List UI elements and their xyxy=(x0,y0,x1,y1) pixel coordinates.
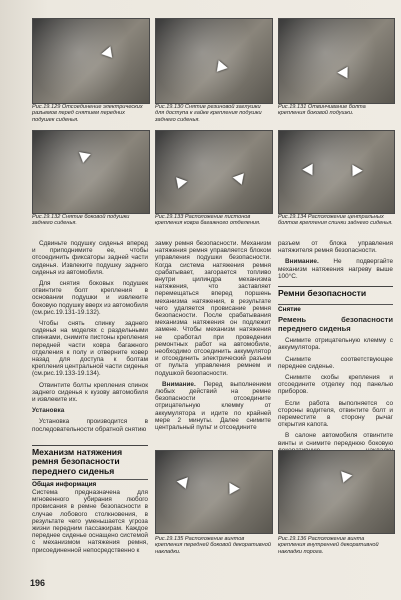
warning xyxy=(278,258,393,280)
photo-fig-132 xyxy=(32,130,150,214)
photo-fig-130 xyxy=(155,18,273,104)
caption-fig-132: Рис.19.132 Снятие боковой подушки заднего сиденья. xyxy=(32,214,130,227)
section-title-seat-belts: Ремни безопасности xyxy=(278,286,393,298)
paragraph: Снимите соответствующее переднее сиденье. xyxy=(278,355,393,370)
paragraph: Установка производится в последовательности обратной снятию xyxy=(32,418,148,433)
pointer-arrow-icon xyxy=(338,471,353,485)
pointer-arrow-icon xyxy=(212,60,228,75)
warning-label: Внимание. xyxy=(162,380,196,388)
photo-fig-135 xyxy=(155,450,273,534)
caption-fig-135: Рис.19.135 Расположение винтов крепления передней боковой декоративной накладки. xyxy=(155,536,271,555)
pointer-arrow-icon xyxy=(77,152,91,164)
page-number: 196 xyxy=(30,578,46,588)
text-column-1 xyxy=(32,240,148,437)
warning xyxy=(155,381,271,431)
paragraph: Снимите скобы крепления и отсоедините отделку под панелью приборов. xyxy=(278,374,393,396)
general-info-text xyxy=(32,489,148,558)
caption-fig-133: Рис.19.133 Расположение пистонов крепления ковра багажного отделения. xyxy=(155,214,261,227)
pointer-arrow-icon xyxy=(302,164,317,179)
pointer-arrow-icon xyxy=(337,67,352,82)
pointer-arrow-icon xyxy=(177,477,192,491)
pointer-arrow-icon xyxy=(224,483,239,498)
caption-fig-130: Рис.19.130 Снятие резиновой заглушки для доступа к гайке крепления подушки заднего сиденья. xyxy=(155,104,262,123)
warning-text: Не подвергайте механизм натяжения нагреву выше 100°С. xyxy=(278,258,393,280)
caption-fig-134: Рис.19.134 Расположение центральных болтов крепления спинки заднего сиденья. xyxy=(278,214,393,227)
warning-label: Внимание. xyxy=(285,258,319,266)
caption-fig-129: Рис.19.129 Отсоединение электрических разъемов перед снятием передних подушек сиденья. xyxy=(32,104,143,123)
paragraph: Если работа выполняется со стороны водителя, отвинтите болт и переместите в сторону рычаг открытия капота. xyxy=(278,399,393,429)
photo-fig-134 xyxy=(278,130,395,214)
paragraph: Система предназначена для мгновенного убирания любого провисания в ремне безопасности в случае лобового столкновения, в результате чего уменьшается угроза жизни передним пассажирам. Каждое переднее сиденье оснащено системой с механизмом натяжения ремня, присоединенной непосредственно к xyxy=(32,489,148,554)
paragraph: Чтобы снять спинку заднего сиденья на моделях с раздельными спинками, снимите пистоны крепления передней части ковра багажного отделения к полу и отверните ковер назад для доступа к болтам крепления центральной части сиденья (см.рис.19.133-19.134). xyxy=(32,320,148,378)
paragraph: В салоне автомобиля отвинтите винты и снимите переднюю боковую xyxy=(278,432,393,447)
paragraph: Для снятия боковых подушек отвинтите болт крепления в основании подушки и извлеките боковую подушку вверх из автомобиля (см.рис.19.131-19.132). xyxy=(32,280,149,316)
pointer-arrow-icon xyxy=(101,46,117,61)
section-title-pretensioner: Механизм натяжения ремня безопасности переднего сиденья xyxy=(32,445,148,476)
paragraph: замку ремня безопасности. Механизм натяжения ремня управляется блоком управления подушки безопасности. Когда система натяжения ремня срабатывает, загорается топливо внутри цилиндра механизма натяжения, что заставляет перемещаться вперед поршень механизма натяжения, в результате чего удаляется провисание ремня безопасности. После срабатывания механизма натяжения он подлежит замене. Чтобы механизм натяжения не сработал при проведении ремонтных работ на автомобиле, необходимо отсоединить аккумулятор и отсоединить электрический разъем от пульта управления ремнем и подушкой безопасности. xyxy=(155,240,271,377)
photo-fig-129 xyxy=(32,18,150,104)
pointer-arrow-icon xyxy=(173,177,188,191)
removal-heading: Снятие xyxy=(278,304,393,313)
pointer-arrow-icon xyxy=(347,165,362,180)
text-column-3 xyxy=(278,240,393,284)
text-column-2 xyxy=(155,240,271,435)
paragraph: Отвинтите болты крепления спинок заднего сиденья к кузову автомобиля и извлеките их. xyxy=(32,381,148,404)
install-heading: Установка xyxy=(32,407,65,415)
subsection-title: Ремень безопасности переднего сиденья xyxy=(278,315,393,333)
general-info-heading: Общая информация xyxy=(32,479,148,488)
text-column-3b xyxy=(278,314,393,465)
paragraph: Сдвиньте подушку сиденья вперед и приподнимите ее, чтобы отсоединить фиксаторы задней части сиденья. Извлеките подушку заднего сиденья из автомобиля. xyxy=(32,240,148,276)
paragraph: разъем от блока управления натяжителя ремня безопасности. xyxy=(278,240,393,255)
photo-fig-131 xyxy=(278,18,395,104)
warning-text: Перед выполнением любых действий на ремне безопасности отсоедините отрицательную клемму от аккумулятора и идите по крайней мере 2 минуты. Далее снимите центральный пульт и отсоедините xyxy=(155,380,272,432)
caption-fig-131: Рис.19.131 Отвинчивание болта крепления боковой подушки. xyxy=(278,104,366,117)
pointer-arrow-icon xyxy=(233,173,248,187)
photo-fig-133 xyxy=(155,130,273,214)
paragraph: Снимите отрицательную клемму с аккумулятора. xyxy=(278,337,393,352)
photo-fig-136 xyxy=(278,450,395,534)
caption-fig-136: Рис.19.136 Расположение винта крепления внутренней декоративной накладки порога. xyxy=(278,536,379,555)
